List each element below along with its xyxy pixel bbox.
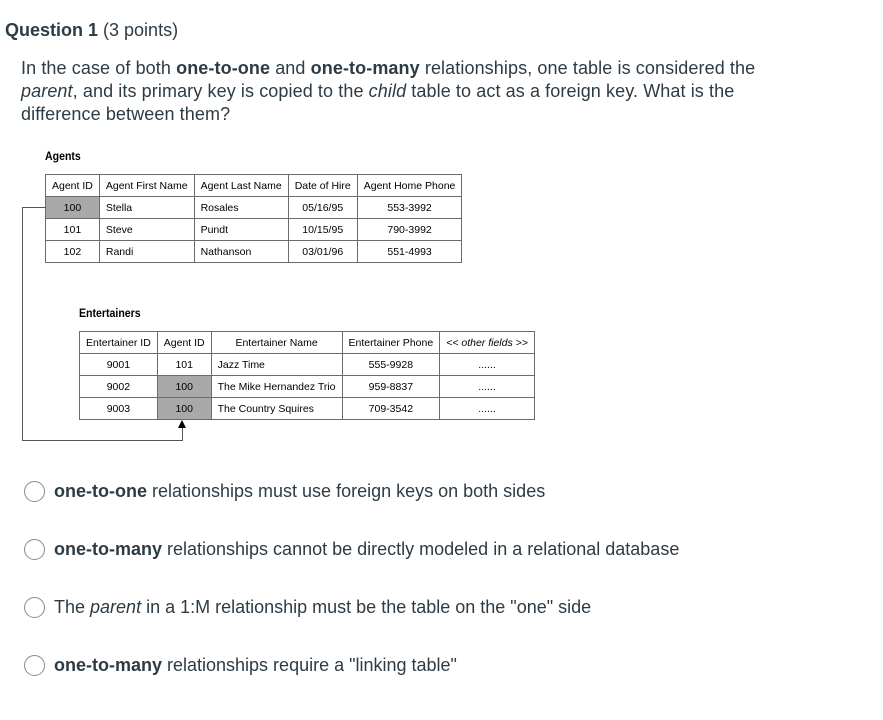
entertainer-agent-id-cell: 100 bbox=[157, 376, 211, 398]
entertainer-other-cell: ...... bbox=[440, 376, 535, 398]
answer-text: relationships cannot be directly modeled in a relational database bbox=[162, 538, 680, 559]
entertainers-header-cell: Entertainer Phone bbox=[342, 332, 440, 354]
agent-id-cell: 102 bbox=[46, 241, 100, 263]
entertainer-id-cell: 9002 bbox=[80, 376, 158, 398]
entertainer-other-cell: ...... bbox=[440, 398, 535, 420]
entertainer-agent-id-cell: 100 bbox=[157, 398, 211, 420]
entertainer-id-cell: 9003 bbox=[80, 398, 158, 420]
entertainer-other-cell: ...... bbox=[440, 354, 535, 376]
radio-button[interactable] bbox=[24, 655, 45, 676]
radio-button[interactable] bbox=[24, 539, 45, 560]
answer-text: in a 1:M relationship must be the table on the "one" side bbox=[141, 596, 592, 617]
entertainer-name-cell: Jazz Time bbox=[211, 354, 342, 376]
radio-button[interactable] bbox=[24, 481, 45, 502]
arrow-up-icon bbox=[178, 420, 186, 428]
answer-bold-text: one-to-many bbox=[54, 538, 162, 559]
agent-phone-cell: 551-4993 bbox=[357, 241, 462, 263]
question-number: Question 1 bbox=[5, 20, 99, 40]
agent-phone-cell: 790-3992 bbox=[357, 219, 462, 241]
table-row bbox=[46, 241, 462, 263]
table-row bbox=[46, 197, 462, 219]
answer-option-3[interactable] bbox=[24, 595, 591, 619]
entertainers-header-cell: << other fields >> bbox=[440, 332, 535, 354]
agents-header-cell: Agent First Name bbox=[99, 175, 194, 197]
entertainer-name-cell: The Mike Hernandez Trio bbox=[211, 376, 342, 398]
question-text-bold: one-to-many bbox=[310, 58, 420, 78]
agents-header-cell: Agent Last Name bbox=[194, 175, 288, 197]
agents-header-cell: Date of Hire bbox=[288, 175, 357, 197]
question-text-part: In the case of both bbox=[21, 58, 177, 78]
question-points: (3 points) bbox=[103, 20, 179, 40]
entertainers-table-title: Entertainers bbox=[79, 306, 141, 320]
answer-option-label bbox=[54, 597, 591, 618]
agents-table bbox=[45, 174, 462, 263]
question-text-part: , and its primary key is copied to the bbox=[72, 81, 369, 101]
question-text-bold: one-to-one bbox=[176, 58, 271, 78]
agent-first-name-cell: Stella bbox=[99, 197, 194, 219]
radio-button[interactable] bbox=[24, 597, 45, 618]
entertainers-header-cell: Entertainer ID bbox=[80, 332, 158, 354]
agent-first-name-cell: Randi bbox=[99, 241, 194, 263]
agent-last-name-cell: Rosales bbox=[194, 197, 288, 219]
entertainer-phone-cell: 709-3542 bbox=[342, 398, 440, 420]
answer-bold-text: one-to-many bbox=[54, 654, 162, 675]
question-text-part: table to act as a foreign key. What is the difference between them? bbox=[21, 81, 735, 124]
agent-id-cell: 100 bbox=[46, 197, 100, 219]
entertainer-agent-id-cell: 101 bbox=[157, 354, 211, 376]
agents-header-cell: Agent Home Phone bbox=[357, 175, 462, 197]
answer-option-2[interactable] bbox=[24, 537, 679, 561]
question-text-part: and bbox=[270, 58, 311, 78]
question-text-italic: parent bbox=[21, 81, 73, 101]
answer-option-label bbox=[54, 539, 679, 560]
question-text-part: relationships, one table is considered the bbox=[419, 58, 756, 78]
answer-option-label bbox=[54, 655, 457, 676]
table-row bbox=[80, 354, 535, 376]
answer-bold-text: one-to-one bbox=[54, 480, 147, 501]
entertainer-id-cell: 9001 bbox=[80, 354, 158, 376]
agent-date-cell: 03/01/96 bbox=[288, 241, 357, 263]
entertainers-header-cell: Entertainer Name bbox=[211, 332, 342, 354]
agent-first-name-cell: Steve bbox=[99, 219, 194, 241]
agent-last-name-cell: Pundt bbox=[194, 219, 288, 241]
entertainers-table bbox=[79, 331, 535, 420]
relationship-line bbox=[22, 207, 23, 440]
entertainers-header-row bbox=[80, 332, 535, 354]
table-row bbox=[46, 219, 462, 241]
agents-table-title: Agents bbox=[45, 149, 81, 163]
entertainer-name-cell: The Country Squires bbox=[211, 398, 342, 420]
entertainer-phone-cell: 555-9928 bbox=[342, 354, 440, 376]
table-row bbox=[80, 398, 535, 420]
answer-italic-text: parent bbox=[90, 596, 142, 617]
question-text-italic: child bbox=[368, 81, 407, 101]
agent-last-name-cell: Nathanson bbox=[194, 241, 288, 263]
agents-header-cell: Agent ID bbox=[46, 175, 100, 197]
answer-text: relationships must use foreign keys on both sides bbox=[146, 480, 546, 501]
relationship-line bbox=[22, 207, 46, 208]
answer-option-label bbox=[54, 481, 545, 502]
agent-date-cell: 10/15/95 bbox=[288, 219, 357, 241]
answer-text: relationships require a "linking table" bbox=[162, 654, 457, 675]
entertainer-phone-cell: 959-8837 bbox=[342, 376, 440, 398]
agent-phone-cell: 553-3992 bbox=[357, 197, 462, 219]
agent-date-cell: 05/16/95 bbox=[288, 197, 357, 219]
answer-option-4[interactable] bbox=[24, 653, 457, 677]
relationship-line bbox=[22, 440, 183, 441]
answer-text: The bbox=[54, 596, 91, 617]
agents-header-row bbox=[46, 175, 462, 197]
answer-option-1[interactable] bbox=[24, 479, 545, 503]
agent-id-cell: 101 bbox=[46, 219, 100, 241]
entertainers-header-cell: Agent ID bbox=[157, 332, 211, 354]
table-row bbox=[80, 376, 535, 398]
